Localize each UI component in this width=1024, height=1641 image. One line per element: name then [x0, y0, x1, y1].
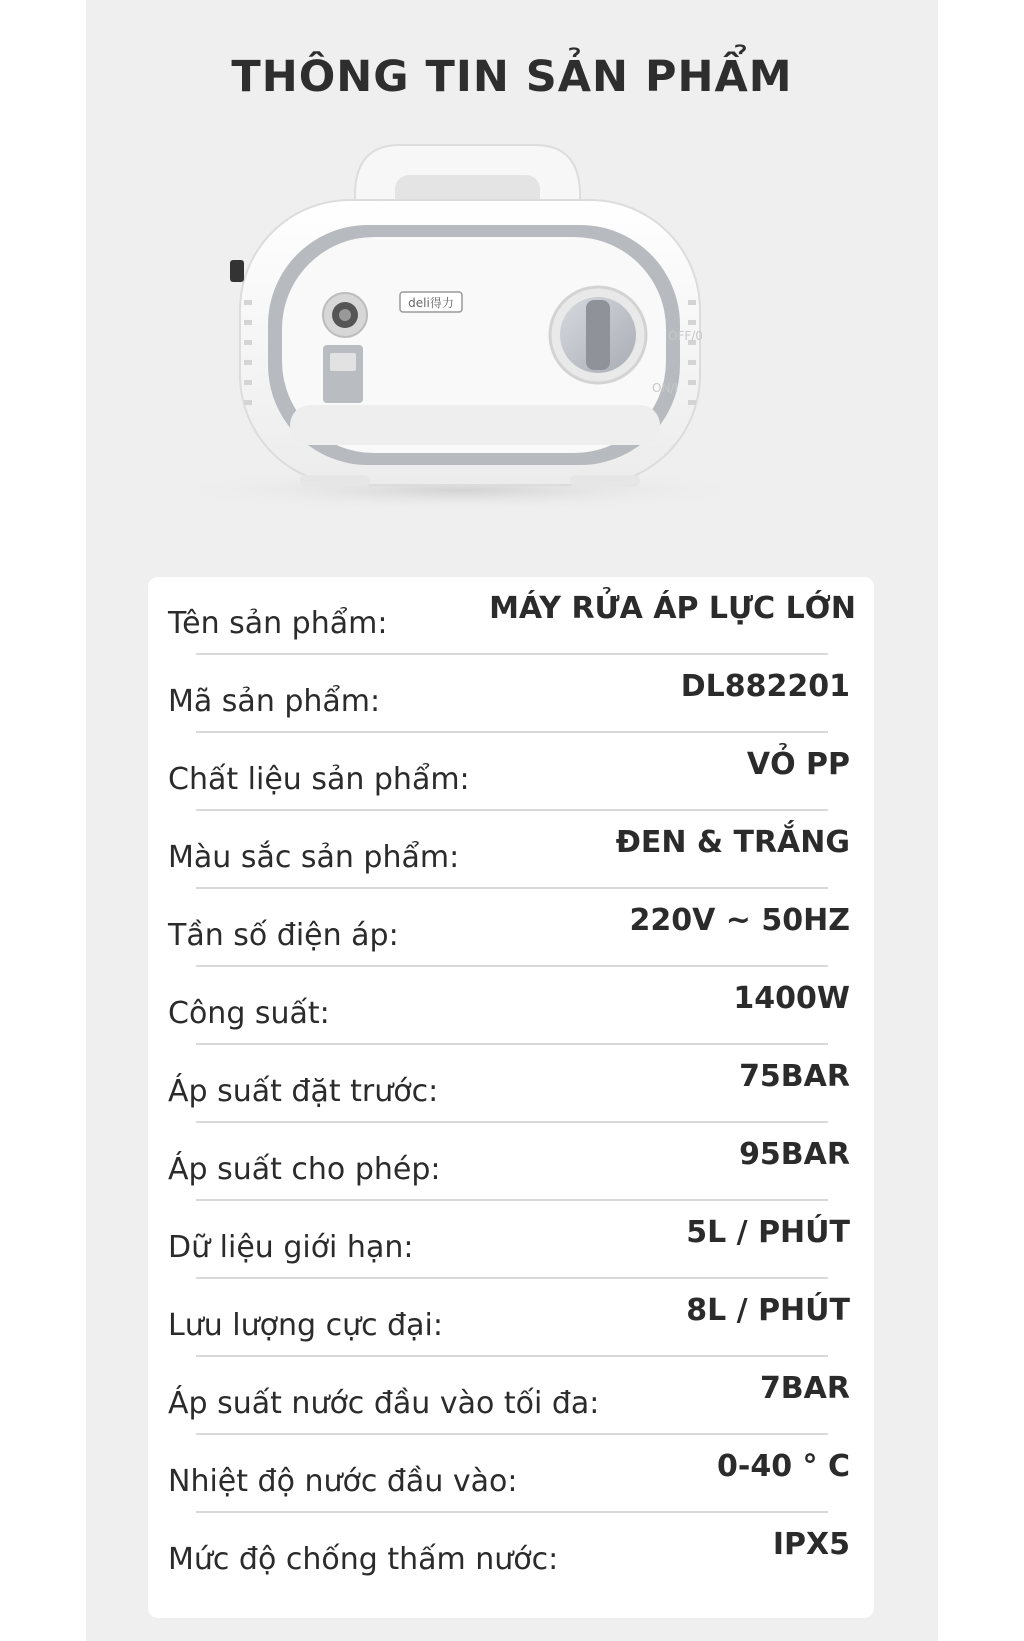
spec-value: 95BAR	[739, 1137, 850, 1172]
spec-row-product-code	[148, 655, 874, 733]
spec-label: Áp suất đặt trước:	[168, 1074, 439, 1109]
spec-label: Công suất:	[168, 996, 330, 1031]
spec-row-product-name	[148, 577, 874, 655]
spec-label: Áp suất cho phép:	[168, 1152, 441, 1187]
spec-label: Màu sắc sản phẩm:	[168, 840, 460, 875]
spec-label: Mức độ chống thấm nước:	[168, 1542, 559, 1577]
spec-row-max-inlet-pressure	[148, 1357, 874, 1435]
spec-value: VỎ PP	[746, 747, 850, 782]
brand-logo: deli得力	[408, 296, 454, 310]
page-title: THÔNG TIN SẢN PHẨM	[231, 52, 793, 102]
spec-value: 1400W	[733, 981, 850, 1016]
spec-row-voltage	[148, 889, 874, 967]
spec-label: Chất liệu sản phẩm:	[168, 762, 470, 797]
dial-off-label: OFF/0	[668, 329, 703, 343]
spec-label: Áp suất nước đầu vào tối đa:	[168, 1386, 600, 1421]
spec-row-limit-data	[148, 1201, 874, 1279]
spec-value: DL882201	[680, 669, 850, 704]
spec-row-power	[148, 967, 874, 1045]
spec-row-color	[148, 811, 874, 889]
spec-label: Lưu lượng cực đại:	[168, 1308, 443, 1343]
spec-row-material	[148, 733, 874, 811]
spec-value: MÁY RỬA ÁP LỰC LỚN	[489, 591, 856, 626]
spec-value: IPX5	[772, 1527, 850, 1562]
spec-label: Dữ liệu giới hạn:	[168, 1230, 414, 1265]
spec-value: 220V ~ 50HZ	[629, 903, 850, 938]
spec-row-inlet-temperature	[148, 1435, 874, 1513]
spec-value: ĐEN & TRẮNG	[615, 825, 850, 860]
spec-value: 5L / PHÚT	[686, 1215, 850, 1250]
spec-row-preset-pressure	[148, 1045, 874, 1123]
spec-label: Tần số điện áp:	[168, 918, 399, 953]
spec-row-waterproof	[148, 1513, 874, 1591]
spec-card	[148, 577, 874, 1618]
spec-row-allowed-pressure	[148, 1123, 874, 1201]
spec-value: 8L / PHÚT	[686, 1293, 850, 1328]
spec-label: Nhiệt độ nước đầu vào:	[168, 1464, 518, 1499]
spec-label: Mã sản phẩm:	[168, 684, 381, 719]
spec-value: 75BAR	[739, 1059, 850, 1094]
spec-value: 0-40 ° C	[717, 1449, 850, 1484]
pressure-washer-illustration	[140, 140, 780, 530]
spec-value: 7BAR	[759, 1371, 850, 1406]
dial-on-label: ON/I	[652, 381, 679, 395]
spec-label: Tên sản phẩm:	[168, 606, 388, 641]
product-image	[140, 140, 780, 530]
spec-row-max-flow	[148, 1279, 874, 1357]
